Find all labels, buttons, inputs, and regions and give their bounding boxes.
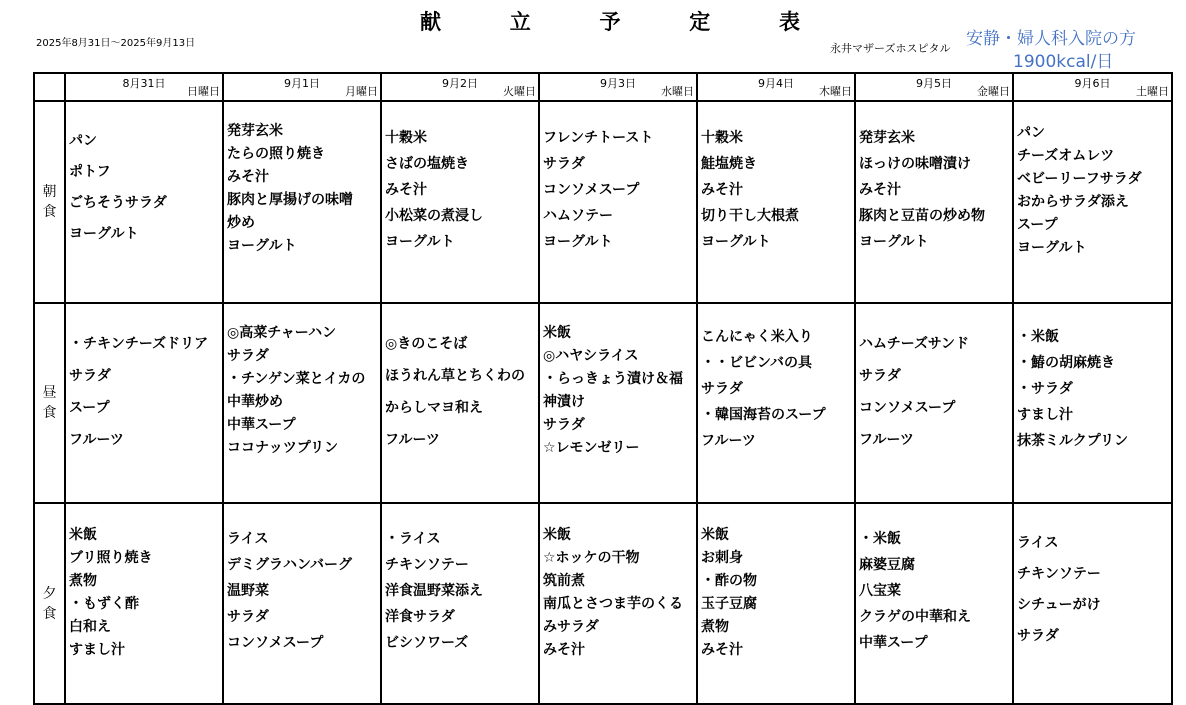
menu-item: スープ <box>69 400 110 416</box>
day-date: 9月5日 <box>916 77 952 90</box>
menu-item: すまし汁 <box>69 642 125 658</box>
menu-cell <box>855 101 1013 303</box>
menu-item: 米飯 <box>543 325 571 341</box>
menu-item: ベビーリーフサラダ <box>1017 171 1142 187</box>
menu-item: ハムチーズサンド <box>859 336 970 352</box>
menu-item: ・・ビビンバの具 <box>701 355 813 371</box>
meal-label-lunch <box>34 303 65 503</box>
menu-item: サラダ <box>859 368 901 384</box>
title-char: 定 <box>689 10 711 34</box>
menu-item: フレンチトースト <box>543 130 654 146</box>
menu-item: 豚肉と豆苗の炒め物 <box>859 208 985 224</box>
menu-item: ポトフ <box>69 164 111 180</box>
menu-item: ・らっきょう漬け＆福 <box>543 371 683 387</box>
day-weekday: 土曜日 <box>1136 85 1169 98</box>
day-header <box>1013 73 1172 101</box>
menu-item: フルーツ <box>69 432 124 448</box>
menu-cell <box>65 303 223 503</box>
menu-item: パン <box>69 133 97 149</box>
dinner-row <box>34 503 1172 704</box>
menu-item: ・韓国海苔のスープ <box>701 407 826 423</box>
menu-item: 十穀米 <box>385 130 427 146</box>
menu-item: ◎高菜チャーハン <box>227 325 337 341</box>
menu-item: ・米飯 <box>1017 329 1059 345</box>
menu-item: ごちそうサラダ <box>69 195 167 211</box>
menu-cell <box>539 303 697 503</box>
menu-item: ヨーグルト <box>701 234 771 250</box>
menu-item: ライス <box>1017 535 1059 551</box>
title-char: 立 <box>509 10 531 34</box>
day-date: 9月3日 <box>600 77 636 90</box>
lunch-row <box>34 303 1172 503</box>
meal-label-char: 食 <box>42 405 57 421</box>
menu-item: ハムソテー <box>543 208 613 224</box>
menu-item: ・酢の物 <box>701 573 757 589</box>
menu-cell <box>1013 303 1172 503</box>
menu-item: ・米飯 <box>859 531 901 547</box>
day-header <box>65 73 223 101</box>
menu-item: ヨーグルト <box>1017 240 1087 256</box>
day-weekday: 月曜日 <box>345 85 378 98</box>
day-weekday: 木曜日 <box>819 85 852 98</box>
page-title <box>420 6 800 36</box>
meal-label-dinner <box>34 503 65 704</box>
menu-cell <box>65 101 223 303</box>
menu-item: コンソメスープ <box>543 182 640 198</box>
day-weekday: 水曜日 <box>661 85 694 98</box>
menu-item: ほっけの味噌漬け <box>859 156 971 172</box>
menu-item: 発芽玄米 <box>227 123 283 139</box>
menu-cell <box>223 101 381 303</box>
menu-item: ☆レモンゼリー <box>543 440 640 456</box>
menu-item: クラゲの中華和え <box>859 609 971 625</box>
menu-item: 煮物 <box>701 619 729 635</box>
menu-cell <box>1013 503 1172 704</box>
menu-item: 洋食温野菜添え <box>385 583 483 599</box>
menu-item: 発芽玄米 <box>859 130 915 146</box>
menu-item: すまし汁 <box>1017 407 1073 423</box>
menu-item: ・もずく酢 <box>69 596 139 612</box>
menu-cell <box>855 503 1013 704</box>
menu-item: 神漬け <box>543 394 585 410</box>
menu-item: ブリ照り焼き <box>69 550 153 566</box>
menu-item: ライス <box>227 531 269 547</box>
menu-item: 玉子豆腐 <box>701 596 757 612</box>
menu-item: 米飯 <box>543 527 571 543</box>
menu-item: ココナッツプリン <box>227 440 339 456</box>
meal-label-char: 朝 <box>42 184 57 200</box>
menu-item: 中華スープ <box>859 635 928 651</box>
menu-item: みそ汁 <box>701 642 743 658</box>
menu-item: からしマヨ和え <box>385 400 483 416</box>
menu-item: サラダ <box>543 156 585 172</box>
menu-item: 筑前煮 <box>543 573 585 589</box>
menu-item: コンソメスープ <box>859 400 956 416</box>
day-date: 9月1日 <box>284 77 320 90</box>
day-header <box>381 73 539 101</box>
menu-table <box>33 72 1173 705</box>
ward-label: 安静・婦人科入院の方 <box>966 29 1136 49</box>
menu-item: ヨーグルト <box>227 238 297 254</box>
day-header <box>697 73 855 101</box>
menu-item: 米飯 <box>701 527 729 543</box>
menu-item: フルーツ <box>859 432 914 448</box>
menu-item: チキンソテー <box>385 557 469 573</box>
menu-item: ◎きのこそば <box>385 336 468 352</box>
menu-item: ◎ハヤシライス <box>543 348 639 364</box>
menu-item: みそ汁 <box>385 182 427 198</box>
menu-item: パン <box>1017 125 1045 141</box>
menu-item: スープ <box>1017 217 1058 233</box>
menu-item: 豚肉と厚揚げの味噌 <box>227 192 353 208</box>
menu-item: シチューがけ <box>1017 597 1101 613</box>
menu-item: 抹茶ミルクプリン <box>1017 433 1129 449</box>
menu-cell <box>697 503 855 704</box>
header-row <box>34 73 1172 101</box>
menu-item: ・サラダ <box>1017 381 1073 397</box>
menu-item: デミグラハンバーグ <box>227 557 353 573</box>
date-range: 2025年8月31日～2025年9月13日 <box>36 38 196 49</box>
corner-cell <box>34 73 65 101</box>
menu-item: ・鰆の胡麻焼き <box>1017 355 1115 371</box>
title-char: 予 <box>599 10 621 34</box>
day-date: 9月2日 <box>442 77 478 90</box>
menu-item: 小松菜の煮浸し <box>385 208 483 224</box>
menu-item: 麻婆豆腐 <box>859 557 915 573</box>
meal-label-char: 食 <box>42 605 57 622</box>
menu-item: 八宝菜 <box>859 583 901 599</box>
menu-item: 炒め <box>227 215 255 231</box>
menu-cell <box>381 303 539 503</box>
menu-cell <box>697 101 855 303</box>
menu-cell <box>223 503 381 704</box>
breakfast-row <box>34 101 1172 303</box>
menu-item: ☆ホッケの干物 <box>543 550 640 566</box>
menu-cell <box>381 101 539 303</box>
menu-item: お刺身 <box>701 550 743 566</box>
day-date: 9月4日 <box>758 77 794 90</box>
day-header <box>539 73 697 101</box>
menu-item: サラダ <box>1017 628 1059 644</box>
menu-cell <box>697 303 855 503</box>
day-header <box>223 73 381 101</box>
day-weekday: 日曜日 <box>187 85 220 98</box>
meal-label-char: 夕 <box>42 585 57 602</box>
menu-item: フルーツ <box>385 432 440 448</box>
day-header <box>855 73 1013 101</box>
menu-item: 煮物 <box>69 573 97 589</box>
menu-item: サラダ <box>69 368 111 384</box>
menu-item: ヨーグルト <box>543 234 613 250</box>
menu-item: 鮭塩焼き <box>701 156 757 172</box>
menu-item: みそ汁 <box>859 182 901 198</box>
menu-item: 温野菜 <box>227 583 269 599</box>
menu-item: みサラダ <box>543 619 599 635</box>
title-char: 表 <box>779 10 800 34</box>
menu-item: サラダ <box>701 381 743 397</box>
menu-item: ・チンゲン菜とイカの <box>227 371 366 387</box>
calorie-label: 1900kcal/日 <box>1013 52 1114 72</box>
menu-item: 洋食サラダ <box>385 609 455 625</box>
menu-cell <box>855 303 1013 503</box>
menu-cell <box>381 503 539 704</box>
menu-item: たらの照り焼き <box>227 146 325 162</box>
menu-item: おからサラダ添え <box>1017 194 1129 210</box>
menu-cell <box>65 503 223 704</box>
menu-item: 白和え <box>69 619 111 635</box>
menu-item: サラダ <box>227 348 269 364</box>
title-char: 献 <box>420 10 441 34</box>
menu-item: みそ汁 <box>701 182 743 198</box>
menu-item: みそ汁 <box>227 169 269 185</box>
menu-item: 米飯 <box>69 527 97 543</box>
menu-item: ・チキンチーズドリア <box>69 336 209 352</box>
day-weekday: 金曜日 <box>977 85 1010 98</box>
menu-item: ビシソワーズ <box>385 635 469 651</box>
menu-cell <box>223 303 381 503</box>
meal-label-char: 昼 <box>42 385 57 401</box>
day-date: 9月6日 <box>1074 77 1111 90</box>
menu-item: チーズオムレツ <box>1017 148 1115 164</box>
menu-item: ほうれん草とちくわの <box>385 368 525 384</box>
menu-cell <box>539 503 697 704</box>
menu-item: ヨーグルト <box>69 226 139 242</box>
menu-item: サラダ <box>227 609 269 625</box>
menu-cell <box>1013 101 1172 303</box>
menu-item: ヨーグルト <box>385 234 455 250</box>
menu-item: みそ汁 <box>543 642 585 658</box>
hospital-name: 永井マザーズホスピタル <box>830 42 951 55</box>
menu-item: 切り干し大根煮 <box>701 208 799 224</box>
menu-item: 南瓜とさつま芋のくる <box>543 596 683 612</box>
meal-label-breakfast <box>34 101 65 303</box>
menu-item: 中華炒め <box>227 394 283 410</box>
day-date: 8月31日 <box>122 77 166 90</box>
menu-item: 中華スープ <box>227 417 296 433</box>
menu-item: ・ライス <box>385 531 441 547</box>
menu-item: フルーツ <box>701 433 756 449</box>
menu-item: さばの塩焼き <box>385 156 469 172</box>
menu-cell <box>539 101 697 303</box>
day-weekday: 火曜日 <box>503 85 536 98</box>
menu-item: こんにゃく米入り <box>701 329 813 345</box>
menu-item: チキンソテー <box>1017 566 1101 582</box>
menu-item: ヨーグルト <box>859 234 929 250</box>
menu-item: 十穀米 <box>701 130 743 146</box>
menu-item: サラダ <box>543 417 585 433</box>
meal-label-char: 食 <box>42 204 57 220</box>
menu-item: コンソメスープ <box>227 635 324 651</box>
